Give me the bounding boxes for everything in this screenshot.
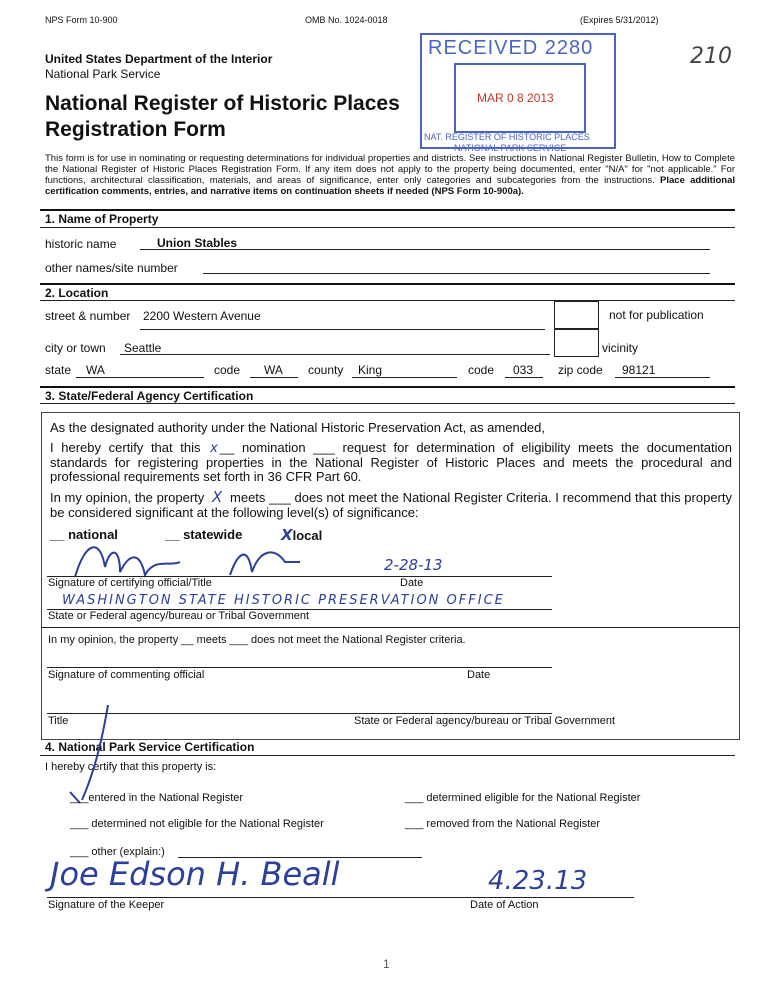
- department: United States Department of the Interior: [45, 52, 273, 66]
- state-code-value[interactable]: WA: [264, 363, 283, 377]
- stamp-date: MAR 0 8 2013: [477, 91, 554, 105]
- street-label: street & number: [45, 309, 131, 323]
- expires: (Expires 5/31/2012): [580, 15, 659, 25]
- stamp-received: RECEIVED 2280: [428, 37, 594, 59]
- stamp-footer1: NAT. REGISTER OF HISTORIC PLACES: [424, 132, 590, 142]
- form-title-line2: Registration Form: [45, 118, 226, 141]
- level-national[interactable]: __ national: [50, 527, 118, 542]
- vicinity-checkbox[interactable]: [554, 328, 599, 357]
- service: National Park Service: [45, 67, 161, 81]
- form-title-line1: National Register of Historic Places: [45, 92, 400, 115]
- opt-removed[interactable]: ___ removed from the National Register: [405, 818, 601, 830]
- local-mark: X: [281, 526, 293, 544]
- stamp-footer2: NATIONAL PARK SERVICE: [454, 143, 567, 153]
- historic-name-value[interactable]: Union Stables: [157, 236, 238, 250]
- county-code-value[interactable]: 033: [513, 363, 534, 377]
- level-statewide[interactable]: __ statewide: [165, 527, 243, 542]
- section3-heading: 3. State/Federal Agency Certification: [45, 389, 254, 403]
- cert-agency-value: WASHINGTON STATE HISTORIC PRESERVATION OFFICE: [62, 593, 505, 608]
- commenting-sig-label: Signature of commenting official: [48, 669, 205, 681]
- opt-eligible[interactable]: ___ determined eligible for the National Register: [405, 792, 641, 804]
- keeper-signature: Joe Edson H. Beall: [50, 855, 340, 893]
- state-label: state: [45, 363, 72, 377]
- cert-sig-label: Signature of certifying official/Title: [48, 577, 212, 589]
- corner-handwriting: 210: [690, 44, 732, 69]
- agency2-label: State or Federal agency/bureau or Tribal Government: [354, 715, 616, 727]
- nomination-mark: x: [210, 441, 218, 456]
- section1-heading: 1. Name of Property: [45, 212, 159, 226]
- action-date-label: Date of Action: [470, 899, 539, 911]
- meets-mark: X: [212, 488, 223, 506]
- intro-text: This form is for use in nominating or requesting determinations for individual properties and districts. See instructions in National Register Bulletin, How to Complete the National Register of Historic Places Registration Form. If any item does not apply to the property being documented, enter "N/A" for "not applicable." For functions, architectural classification, materials, and areas of significance, enter only categories and subcategories from the instructions.: [45, 153, 735, 186]
- other-names-label: other names/site number: [45, 261, 178, 275]
- state-code-label: code: [214, 363, 241, 377]
- city-value[interactable]: Seattle: [124, 341, 162, 355]
- state-value[interactable]: WA: [86, 363, 105, 377]
- section4-intro: I hereby certify that this property is:: [45, 761, 217, 773]
- historic-name-label: historic name: [45, 237, 117, 251]
- received-stamp: [420, 33, 616, 153]
- opt-entered[interactable]: ___entered in the National Register: [70, 792, 244, 804]
- title-label: Title: [48, 715, 69, 727]
- county-label: county: [308, 363, 344, 377]
- cert-authority: As the designated authority under the National Historic Preservation Act, as amended,: [50, 420, 546, 435]
- section4-heading: 4. National Park Service Certification: [45, 740, 255, 754]
- cert-agency-label: State or Federal agency/bureau or Tribal Government: [48, 610, 310, 622]
- section2-heading: 2. Location: [45, 286, 109, 300]
- omb-number: OMB No. 1024-0018: [305, 15, 388, 25]
- intro-bold: Place additional certification comments, entries, and narrative items on continuation sheets if needed (NPS Form 10-900a).: [45, 175, 736, 197]
- action-date-value: 4.23.13: [488, 866, 588, 896]
- opinion2-text: In my opinion, the property __ meets ___ does not meet the National Register criteria.: [48, 634, 466, 646]
- not-for-publication-checkbox[interactable]: [554, 301, 599, 330]
- opt-not-eligible[interactable]: ___ determined not eligible for the National Register: [70, 818, 324, 830]
- keeper-sig-label: Signature of the Keeper: [48, 899, 165, 911]
- page-number: 1: [383, 957, 390, 971]
- form-number: NPS Form 10-900: [45, 15, 118, 25]
- county-code-label: code: [468, 363, 495, 377]
- zip-value[interactable]: 98121: [622, 363, 656, 377]
- opt-other[interactable]: ___ other (explain:): [70, 846, 165, 858]
- county-value[interactable]: King: [358, 363, 383, 377]
- level-local[interactable]: Xlocal: [281, 526, 323, 544]
- cert-paragraph: I hereby certify that this x __ nomination ___ request for determination of eligibility meets the documentation standards for registering properties in the National Register of Historic Places and meets the procedural and professional requirements set forth in 36 CFR Part 60.: [50, 440, 732, 484]
- zip-label: zip code: [558, 363, 603, 377]
- not-for-publication-label: not for publication: [609, 308, 704, 322]
- cert-sig-date: 2-28-13: [384, 556, 443, 574]
- street-value[interactable]: 2200 Western Avenue: [143, 309, 261, 323]
- vicinity-label: vicinity: [602, 341, 639, 355]
- opinion-paragraph: In my opinion, the property X meets ___ does not meet the National Register Criteria. I recommend that this property be considered significant at the following level(s) of significance:: [50, 488, 732, 520]
- city-label: city or town: [45, 341, 106, 355]
- commenting-date-label: Date: [467, 669, 491, 681]
- intro-paragraph: [45, 153, 735, 197]
- cert-date-label: Date: [400, 577, 424, 589]
